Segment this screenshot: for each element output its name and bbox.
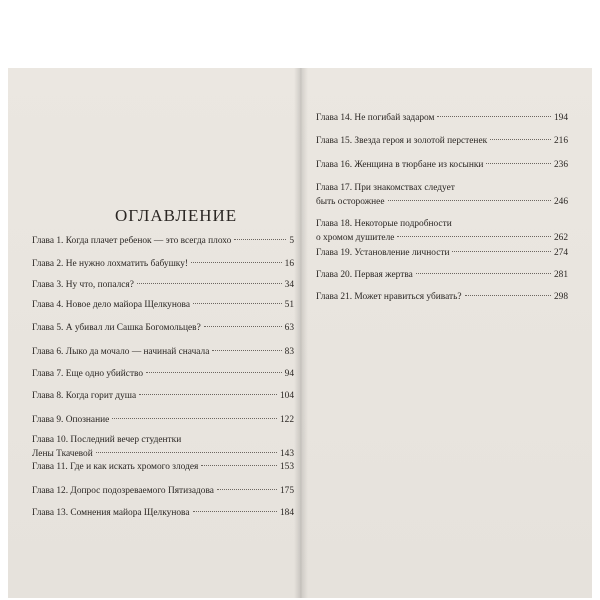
toc-entry-title: Глава 8. Когда горит душа <box>32 391 137 401</box>
toc-entry-title: Глава 7. Еще одно убийство <box>32 369 144 379</box>
dot-leader <box>437 116 550 117</box>
toc-entry <box>316 268 568 282</box>
dot-leader <box>193 303 282 304</box>
toc-entry <box>32 345 294 359</box>
toc-entry-title: Глава 18. Некоторые подробности <box>316 219 452 229</box>
toc-entry-title: Глава 1. Когда плачет ребенок — это всегда плохо <box>32 236 232 246</box>
dot-leader <box>486 163 551 164</box>
toc-entry-line <box>32 298 294 312</box>
toc-entry-line <box>316 217 568 231</box>
toc-entry-line <box>316 290 568 304</box>
toc-page-number: 63 <box>284 323 294 333</box>
dot-leader <box>465 295 551 296</box>
right-page <box>300 68 592 598</box>
dot-leader <box>212 350 281 351</box>
toc-entry <box>32 389 294 403</box>
toc-entry <box>32 278 294 292</box>
dot-leader <box>217 489 277 490</box>
toc-page-number: 51 <box>284 300 294 310</box>
toc-entry-line <box>316 231 568 245</box>
toc-entry-title: Глава 16. Женщина в тюрбане из косынки <box>316 160 484 170</box>
toc-page-number: 175 <box>279 486 294 496</box>
toc-page-number: 216 <box>553 136 568 146</box>
toc-entry-title: Глава 19. Установление личности <box>316 248 450 258</box>
book-gutter <box>294 68 308 598</box>
toc-page-number: 153 <box>279 462 294 472</box>
toc-entry <box>316 246 568 260</box>
toc-entry <box>32 234 294 248</box>
toc-entry <box>316 217 568 245</box>
toc-entry-line <box>32 484 294 498</box>
toc-entry-line <box>32 413 294 427</box>
toc-entry <box>32 298 294 312</box>
toc-entry-title: Глава 21. Может нравиться убивать? <box>316 292 462 302</box>
toc-entry-title: Глава 13. Сомнения майора Щелкунова <box>32 508 190 518</box>
dot-leader <box>397 236 551 237</box>
toc-entry-line <box>316 158 568 172</box>
toc-page-number: 94 <box>284 369 294 379</box>
toc-page-number: 281 <box>553 270 568 280</box>
toc-entry-title: Глава 2. Не нужно лохматить бабушку! <box>32 259 189 269</box>
toc-entry-line <box>316 268 568 282</box>
toc-entry <box>32 257 294 271</box>
dot-leader <box>452 251 550 252</box>
toc-title: ОГЛАВЛЕНИЕ <box>115 206 238 225</box>
dot-leader <box>139 394 277 395</box>
dot-leader <box>96 452 277 453</box>
toc-entry-line <box>316 195 568 209</box>
toc-page-number: 274 <box>553 248 568 258</box>
toc-page-number: 262 <box>553 233 568 243</box>
toc-entry <box>316 181 568 209</box>
dot-leader <box>191 262 282 263</box>
toc-page-number: 298 <box>553 292 568 302</box>
dot-leader <box>146 372 282 373</box>
toc-entry-title: о хромом душителе <box>316 233 395 243</box>
toc-entry-line <box>32 278 294 292</box>
toc-entry <box>316 158 568 172</box>
toc-entry-title: Глава 12. Допрос подозреваемого Пятизадова <box>32 486 214 496</box>
toc-entry-title: Глава 15. Звезда героя и золотой перстенек <box>316 136 488 146</box>
dot-leader <box>490 139 551 140</box>
toc-entry-line <box>32 389 294 403</box>
toc-entry-line <box>32 234 294 248</box>
toc-entry-line <box>316 181 568 195</box>
toc-entry-line <box>316 111 568 125</box>
toc-entry <box>32 413 294 427</box>
toc-entry-line <box>32 321 294 335</box>
toc-entry-title: Глава 9. Опознание <box>32 415 110 425</box>
toc-entry-line <box>32 433 294 447</box>
toc-entry-line <box>32 447 294 461</box>
dot-leader <box>234 239 286 240</box>
dot-leader <box>204 326 282 327</box>
dot-leader <box>416 273 551 274</box>
toc-page-number: 246 <box>553 197 568 207</box>
dot-leader <box>201 465 277 466</box>
toc-entry-line <box>316 246 568 260</box>
toc-entry-title: Глава 6. Лыко да мочало — начинай сначала <box>32 347 210 357</box>
toc-entry-line <box>32 345 294 359</box>
toc-entry-title: Глава 17. При знакомствах следует <box>316 183 455 193</box>
toc-entry-title: Глава 3. Ну что, попался? <box>32 280 134 290</box>
toc-entry-line <box>32 460 294 474</box>
book-spread <box>8 68 592 598</box>
toc-entry <box>32 460 294 474</box>
toc-entry-title: Глава 11. Где и как искать хромого злодея <box>32 462 199 472</box>
toc-entry <box>32 484 294 498</box>
toc-entry-line <box>32 367 294 381</box>
toc-entry <box>32 506 294 520</box>
toc-entry <box>316 134 568 148</box>
toc-entry <box>32 433 294 461</box>
toc-page-number: 194 <box>553 113 568 123</box>
toc-page-number: 83 <box>284 347 294 357</box>
toc-page-number: 143 <box>279 449 294 459</box>
toc-entry-title: Глава 10. Последний вечер студентки <box>32 435 182 445</box>
toc-page-number: 16 <box>284 259 294 269</box>
toc-page-number: 236 <box>553 160 568 170</box>
dot-leader <box>137 283 282 284</box>
toc-entry <box>316 290 568 304</box>
toc-entry-title: Глава 5. А убивал ли Сашка Богомольцев? <box>32 323 201 333</box>
toc-entry <box>316 111 568 125</box>
toc-entry-line <box>316 134 568 148</box>
toc-page-number: 34 <box>284 280 294 290</box>
left-page <box>8 68 300 598</box>
toc-entry-title: Глава 20. Первая жертва <box>316 270 413 280</box>
toc-entry-title: Глава 4. Новое дело майора Щелкунова <box>32 300 191 310</box>
toc-entry-title: Лены Ткачевой <box>32 449 93 459</box>
toc-entry <box>32 321 294 335</box>
toc-entry-title: Глава 14. Не погибай задаром <box>316 113 435 123</box>
toc-entry-line <box>32 506 294 520</box>
dot-leader <box>388 200 551 201</box>
toc-entry <box>32 367 294 381</box>
dot-leader <box>112 418 277 419</box>
toc-entry-line <box>32 257 294 271</box>
toc-page-number: 184 <box>279 508 294 518</box>
toc-page-number: 122 <box>279 415 294 425</box>
toc-entry-title: быть осторожнее <box>316 197 385 207</box>
dot-leader <box>193 511 277 512</box>
toc-page-number: 5 <box>289 236 294 246</box>
toc-page-number: 104 <box>279 391 294 401</box>
